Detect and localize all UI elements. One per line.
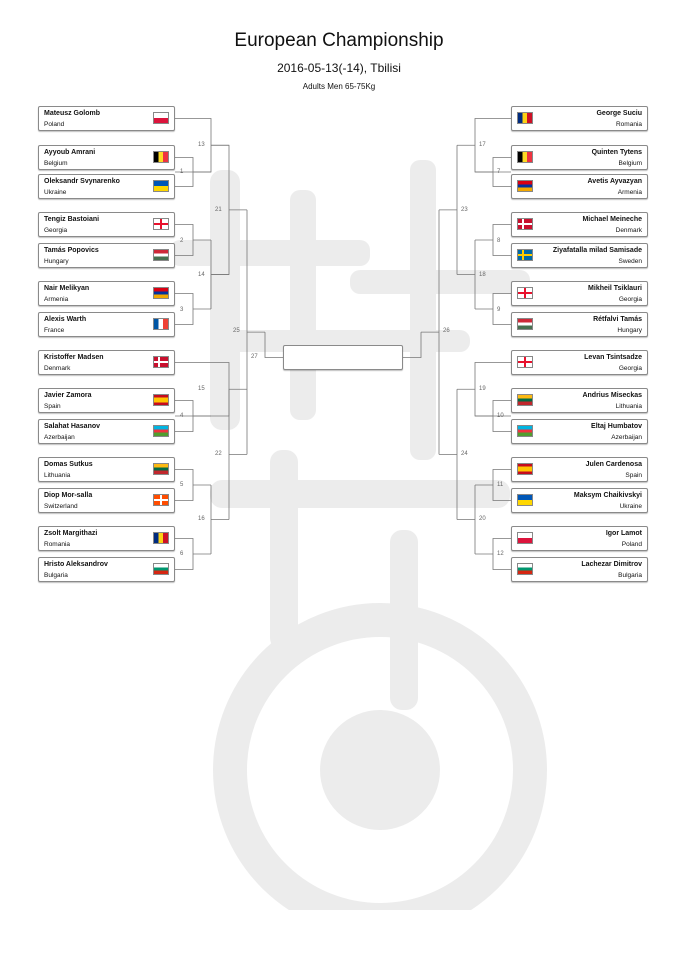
- flag-georgia-icon: [517, 287, 533, 299]
- competitor-name: Rétfalvi Tamás: [593, 316, 642, 323]
- final-winner-box[interactable]: [283, 345, 403, 370]
- competitor-name: Oleksandr Svynarenko: [44, 178, 120, 185]
- flag-azerbaijan-icon: [517, 425, 533, 437]
- competitor-card-left-12[interactable]: [38, 488, 175, 513]
- competitor-name: Mikheil Tsiklauri: [588, 285, 642, 292]
- flag-azerbaijan-icon: [153, 425, 169, 437]
- competitor-name: Andrius Miseckas: [582, 392, 642, 399]
- competitor-country: Bulgaria: [44, 572, 68, 579]
- flag-georgia-icon: [517, 356, 533, 368]
- match-number-10: 10: [497, 413, 504, 419]
- bracket-connector-20: [475, 539, 511, 570]
- weight-category: Adults Men 65-75Kg: [302, 82, 376, 91]
- match-number-19: 19: [479, 386, 486, 392]
- match-number-14: 14: [198, 272, 205, 278]
- match-number-18: 18: [479, 272, 486, 278]
- competitor-name: Mateusz Golomb: [44, 110, 101, 117]
- bracket-connector-13: [247, 210, 265, 455]
- flag-spain-icon: [153, 394, 169, 406]
- match-number-12: 12: [497, 551, 504, 557]
- competitor-card-left-1[interactable]: [38, 106, 175, 131]
- competitor-name: Levan Tsintsadze: [584, 354, 642, 361]
- bracket-connector-24: [457, 485, 475, 554]
- competitor-country: Lithuania: [615, 403, 642, 410]
- bracket-connector-16: [475, 225, 511, 256]
- match-number-7: 7: [497, 169, 501, 175]
- competitor-card-left-10[interactable]: [38, 419, 175, 444]
- competitor-card-right-13[interactable]: [511, 526, 648, 551]
- competitor-name: Eltaj Humbatov: [591, 423, 642, 430]
- competitor-name: Julen Cardenosa: [585, 461, 642, 468]
- competitor-card-left-6[interactable]: [38, 281, 175, 306]
- flag-hungary-icon: [153, 249, 169, 261]
- match-number-4: 4: [180, 413, 184, 419]
- competitor-card-left-2[interactable]: [38, 145, 175, 170]
- flag-hungary-icon: [517, 318, 533, 330]
- competitor-card-right-7[interactable]: [511, 312, 648, 337]
- match-number-26: 26: [443, 328, 450, 334]
- competitor-card-left-9[interactable]: [38, 388, 175, 413]
- flag-spain-icon: [517, 463, 533, 475]
- competitor-name: George Suciu: [596, 110, 642, 117]
- competitor-country: Georgia: [618, 365, 642, 372]
- competitor-name: Ayyoub Amrani: [44, 149, 96, 156]
- competitor-country: Hungary: [44, 258, 69, 265]
- bracket-connector-9: [175, 363, 247, 417]
- match-number-1: 1: [180, 169, 184, 175]
- competitor-card-right-12[interactable]: [511, 488, 648, 513]
- competitor-country: France: [44, 327, 65, 334]
- bracket-connector-25: [439, 145, 457, 274]
- flag-bulgaria-icon: [517, 563, 533, 575]
- competitor-country: Bulgaria: [618, 572, 642, 579]
- match-number-2: 2: [180, 238, 184, 244]
- competitor-card-right-8[interactable]: [511, 350, 648, 375]
- competitor-card-right-6[interactable]: [511, 281, 648, 306]
- flag-bulgaria-icon: [153, 563, 169, 575]
- match-number-5: 5: [180, 482, 184, 488]
- competitor-country: Hungary: [617, 327, 642, 334]
- competitor-name: Tamás Popovics: [44, 247, 99, 254]
- match-number-23: 23: [461, 207, 468, 213]
- competitor-country: Sweden: [618, 258, 642, 265]
- competitor-card-left-13[interactable]: [38, 526, 175, 551]
- competitor-card-left-4[interactable]: [38, 212, 175, 237]
- match-number-3: 3: [180, 307, 184, 313]
- competitor-name: Hristo Aleksandrov: [44, 561, 108, 568]
- bracket-connector-27: [421, 210, 439, 455]
- competitor-name: Zsolt Margithazi: [44, 530, 98, 537]
- competitor-card-right-14[interactable]: [511, 557, 648, 582]
- competitor-name: Tengiz Bastoiani: [44, 216, 100, 223]
- competitor-card-right-1[interactable]: [511, 106, 648, 131]
- event-date-location: 2016-05-13(-14), Tbilisi: [277, 61, 401, 75]
- competitor-country: Armenia: [44, 296, 69, 303]
- flag-armenia-icon: [517, 180, 533, 192]
- flag-sweden-icon: [517, 249, 533, 261]
- competitor-country: Denmark: [615, 227, 642, 234]
- competitor-name: Diop Mor-salla: [44, 492, 93, 499]
- competitor-country: Azerbaijan: [44, 434, 75, 441]
- bracket-connector-12: [229, 389, 247, 519]
- competitor-name: Lachezar Dimitrov: [581, 561, 642, 568]
- competitor-card-left-5[interactable]: [38, 243, 175, 268]
- match-number-22: 22: [215, 451, 222, 457]
- match-number-9: 9: [497, 307, 501, 313]
- competitor-name: Michael Meineche: [582, 216, 642, 223]
- bracket-connector-22: [457, 240, 475, 309]
- competitor-card-right-3[interactable]: [511, 174, 648, 199]
- competitor-card-right-9[interactable]: [511, 388, 648, 413]
- bracket-connector-14: [265, 332, 283, 357]
- match-number-20: 20: [479, 516, 486, 522]
- match-number-17: 17: [479, 142, 486, 148]
- competitor-name: Nair Melikyan: [44, 285, 90, 292]
- flag-poland-icon: [153, 112, 169, 124]
- flag-armenia-icon: [153, 287, 169, 299]
- competitor-name: Avetis Ayvazyan: [587, 178, 642, 185]
- competitor-card-left-7[interactable]: [38, 312, 175, 337]
- flag-belgium-icon: [153, 151, 169, 163]
- competitor-name: Maksym Chaikivskyi: [573, 492, 642, 499]
- bracket-connector-28: [403, 332, 421, 357]
- flag-lithuania-icon: [153, 463, 169, 475]
- competitor-card-right-10[interactable]: [511, 419, 648, 444]
- competitor-card-right-2[interactable]: [511, 145, 648, 170]
- competitor-country: Georgia: [44, 227, 68, 234]
- competitor-country: Belgium: [618, 160, 642, 167]
- competitor-card-right-11[interactable]: [511, 457, 648, 482]
- bracket-connector-19: [475, 470, 511, 501]
- competitor-name: Ziyafatalla milad Samisade: [552, 247, 642, 254]
- competitor-card-right-5[interactable]: [511, 243, 648, 268]
- match-number-8: 8: [497, 238, 501, 244]
- competitor-card-right-4[interactable]: [511, 212, 648, 237]
- bracket-connector-10: [211, 485, 229, 554]
- competitor-country: Switzerland: [44, 503, 78, 510]
- match-number-13: 13: [198, 142, 205, 148]
- flag-switzerland-icon: [153, 494, 169, 506]
- competitor-country: Georgia: [618, 296, 642, 303]
- competitor-country: Ukraine: [619, 503, 642, 510]
- flag-georgia-icon: [153, 218, 169, 230]
- bracket-connector-17: [475, 294, 511, 325]
- match-number-6: 6: [180, 551, 184, 557]
- competitor-card-left-14[interactable]: [38, 557, 175, 582]
- competitor-country: Lithuania: [44, 472, 71, 479]
- competitor-country: Romania: [615, 121, 642, 128]
- competitor-country: Poland: [44, 121, 65, 128]
- flag-ukraine-icon: [153, 180, 169, 192]
- match-number-27: 27: [251, 354, 258, 360]
- flag-france-icon: [153, 318, 169, 330]
- competitor-name: Alexis Warth: [44, 316, 87, 323]
- competitor-card-left-11[interactable]: [38, 457, 175, 482]
- page-title: European Championship: [234, 30, 444, 51]
- competitor-country: Azerbaijan: [611, 434, 642, 441]
- match-number-16: 16: [198, 516, 205, 522]
- competitor-name: Quinten Tytens: [591, 149, 642, 156]
- bracket-connector-26: [439, 389, 457, 519]
- flag-denmark-icon: [153, 356, 169, 368]
- competitor-name: Salahat Hasanov: [44, 423, 101, 430]
- flag-denmark-icon: [517, 218, 533, 230]
- competitor-country: Spain: [44, 403, 61, 410]
- competitor-name: Igor Lamot: [605, 530, 642, 537]
- flag-poland-icon: [517, 532, 533, 544]
- competitor-country: Ukraine: [44, 189, 67, 196]
- competitor-country: Poland: [621, 541, 642, 548]
- match-number-11: 11: [497, 482, 504, 488]
- match-number-21: 21: [215, 207, 222, 213]
- flag-romania-icon: [517, 112, 533, 124]
- competitor-name: Javier Zamora: [44, 392, 92, 399]
- competitor-country: Spain: [625, 472, 642, 479]
- flag-belgium-icon: [517, 151, 533, 163]
- match-number-25: 25: [233, 328, 240, 334]
- flag-lithuania-icon: [517, 394, 533, 406]
- flag-romania-icon: [153, 532, 169, 544]
- match-number-24: 24: [461, 451, 468, 457]
- competitor-country: Denmark: [44, 365, 71, 372]
- competitor-card-left-8[interactable]: [38, 350, 175, 375]
- competitor-card-left-3[interactable]: [38, 174, 175, 199]
- competitor-country: Armenia: [617, 189, 642, 196]
- competitor-country: Romania: [44, 541, 71, 548]
- match-number-15: 15: [198, 386, 205, 392]
- flag-ukraine-icon: [517, 494, 533, 506]
- competitor-country: Belgium: [44, 160, 68, 167]
- competitor-name: Kristoffer Madsen: [44, 354, 104, 361]
- competitor-name: Domas Sutkus: [44, 461, 93, 468]
